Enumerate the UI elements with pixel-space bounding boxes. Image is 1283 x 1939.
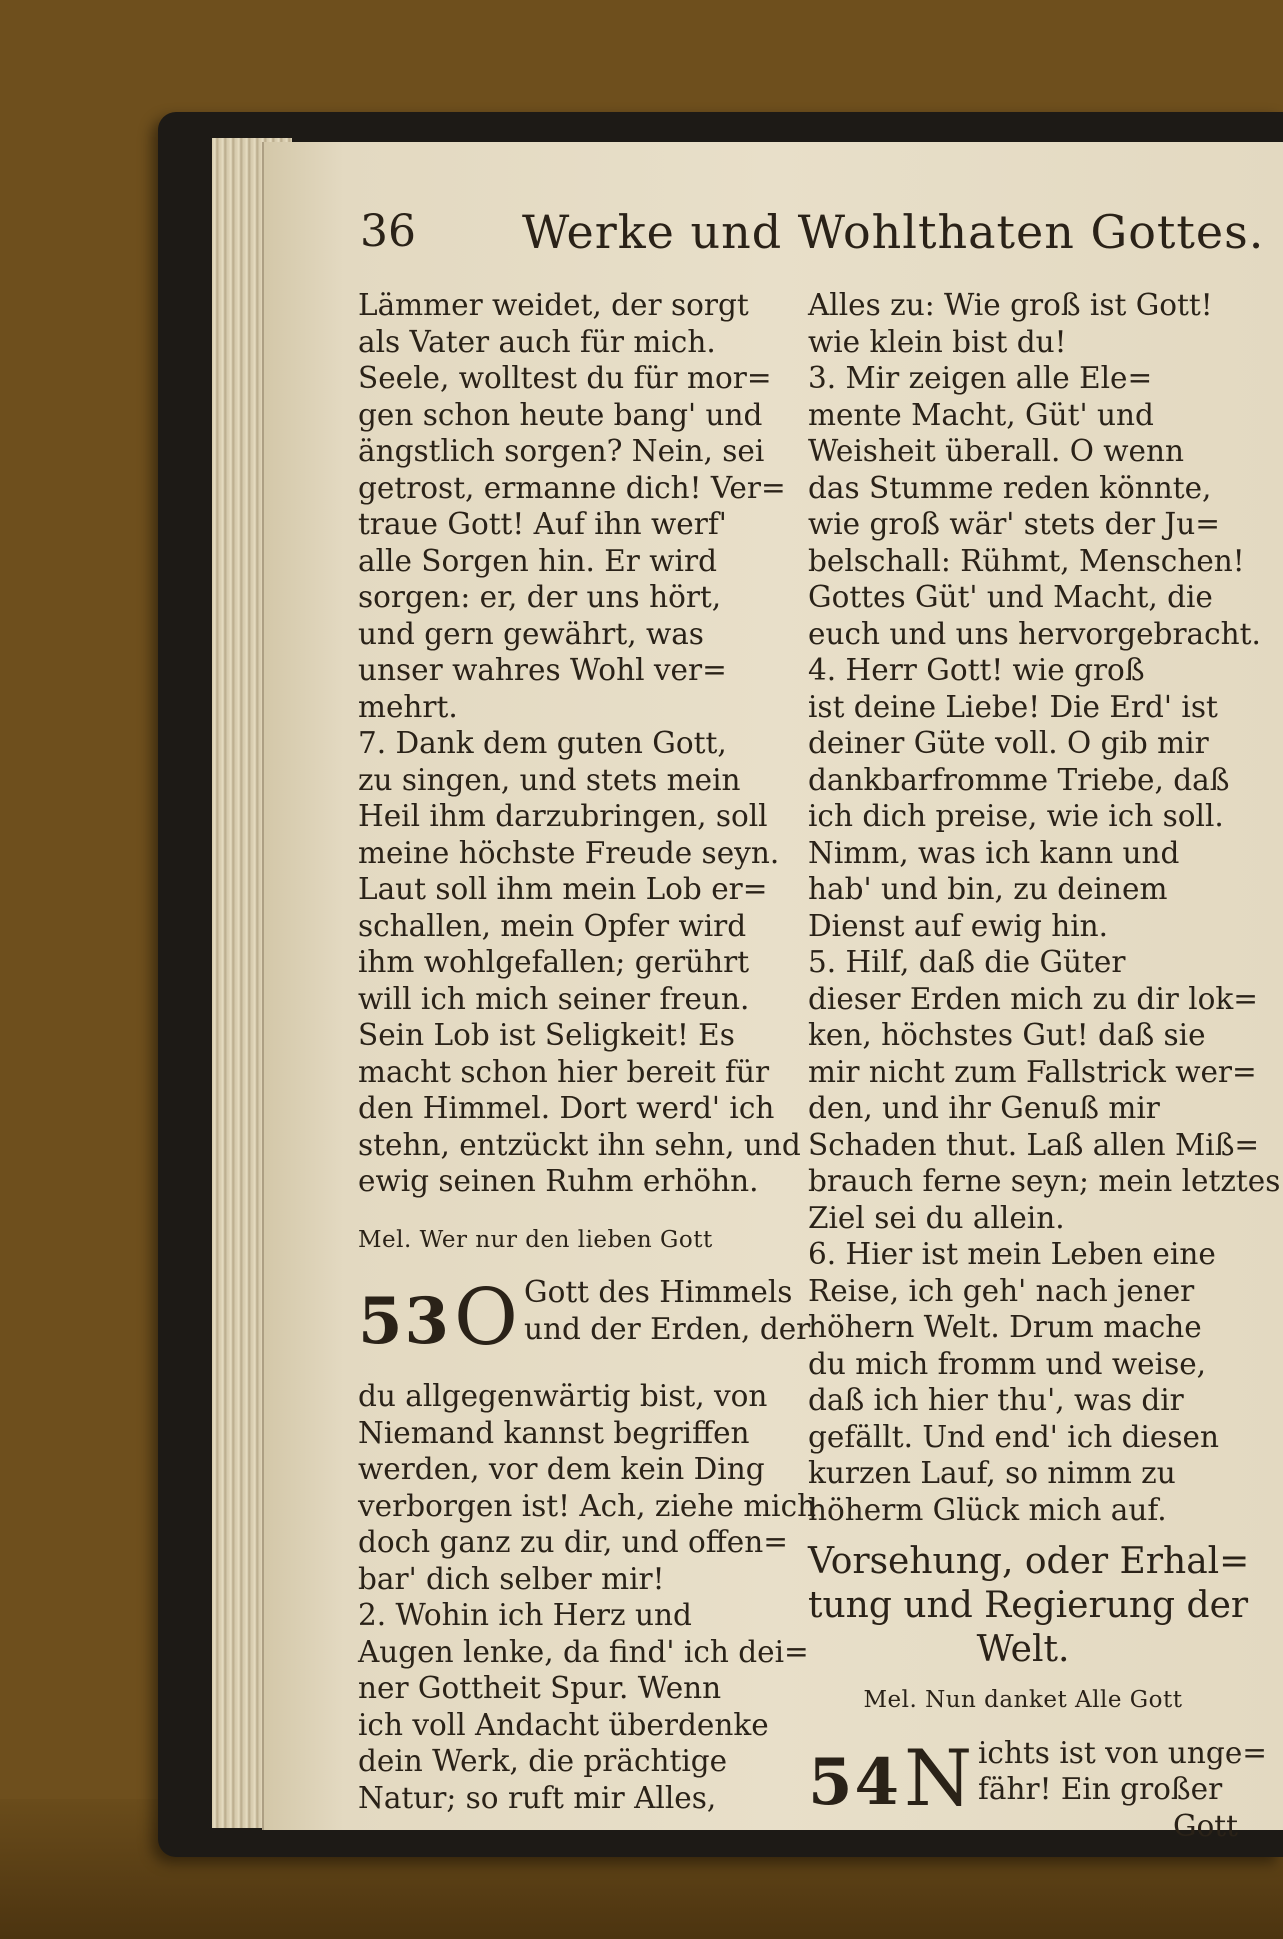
text-line: alle Sorgen hin. Er wird <box>358 543 717 578</box>
text-line: mehrt. <box>358 689 458 724</box>
text-line: werden, vor dem kein Ding <box>358 1452 765 1486</box>
text-line: du mich fromm und weise, <box>808 1346 1207 1381</box>
text-line: Natur; so ruft mir Alles, <box>358 1780 717 1815</box>
hymn-first-line: und der Erden, der <box>524 1311 811 1346</box>
melody-line: Mel. Nun danket Alle Gott <box>863 1687 1183 1713</box>
text-line: 5. Hilf, daß die Güter <box>808 945 1126 979</box>
section-title-line: Vorsehung, oder Erhal= <box>808 1541 1250 1582</box>
text-line: Gottes Güt' und Macht, die <box>808 580 1213 614</box>
running-title: Werke und Wohlthaten Gottes. <box>522 205 1265 259</box>
text-line: Seele, wolltest du für mor= <box>358 361 772 395</box>
text-line: ihm wohlgefallen; gerührt <box>358 945 750 979</box>
text-line: mir nicht zum Fallstrick wer= <box>808 1054 1257 1089</box>
text-line: verborgen ist! Ach, ziehe mich <box>358 1488 817 1523</box>
hymn-first-lines <box>978 1735 1267 1845</box>
text-line: dein Werk, die prächtige <box>358 1744 728 1778</box>
text-line: ängstlich sorgen? Nein, sei <box>358 434 765 468</box>
text-line: Reise, ich geh' nach jener <box>808 1273 1195 1308</box>
text-line: Sein Lob ist Seligkeit! Es <box>358 1018 735 1052</box>
book-page <box>262 142 1283 1843</box>
page-number: 36 <box>360 206 416 257</box>
text-line: Dienst auf ewig hin. <box>808 908 1109 943</box>
text-line: Ziel sei du allein. <box>808 1200 1065 1235</box>
drop-initial: N <box>904 1733 973 1824</box>
right-column <box>808 287 1281 1843</box>
text-line: zu singen, und stets mein <box>358 762 741 797</box>
text-line: Laut soll ihm mein Lob er= <box>358 872 768 906</box>
text-line: Augen lenke, da find' ich dei= <box>358 1634 809 1669</box>
text-line: den Himmel. Dort werd' ich <box>358 1091 775 1125</box>
text-line: macht schon hier bereit für <box>358 1054 770 1089</box>
text-line: schallen, mein Opfer wird <box>358 908 747 943</box>
text-line: Lämmer weidet, der sorgt <box>358 288 749 322</box>
hymn-heading-54 <box>808 1727 1267 1843</box>
text-line: das Stumme reden könnte, <box>808 470 1212 505</box>
text-line: unser wahres Wohl ver= <box>358 653 727 687</box>
text-line: ewig seinen Ruhm erhöhn. <box>358 1164 759 1198</box>
text-line: belschall: Rühmt, Menschen! <box>808 543 1245 578</box>
text-line: 4. Herr Gott! wie groß <box>808 653 1145 687</box>
text-line: daß ich hier thu', was dir <box>808 1383 1184 1417</box>
left-text-block <box>358 287 801 1200</box>
text-line: mente Macht, Güt' und <box>808 397 1154 432</box>
text-line: ner Gottheit Spur. Wenn <box>358 1671 722 1705</box>
text-line: ich voll Andacht überdenke <box>358 1707 769 1742</box>
text-line: sorgen: er, der uns hört, <box>358 580 722 614</box>
hymn-first-line: Gott <box>1172 1808 1238 1843</box>
text-line: den, und ihr Genuß mir <box>808 1091 1160 1125</box>
gutter <box>262 142 264 1830</box>
text-line: meine höchste Freude seyn. <box>358 835 780 870</box>
text-line: Niemand kannst begriffen <box>358 1415 750 1450</box>
section-title-line: Welt. <box>976 1629 1070 1670</box>
text-line: Heil ihm darzubringen, soll <box>358 799 768 833</box>
text-line: dankbarfromme Triebe, daß <box>808 762 1230 797</box>
hymn-heading-53 <box>358 1266 811 1378</box>
left-text-block <box>358 1378 817 1816</box>
text-line: kurzen Lauf, so nimm zu <box>808 1456 1176 1490</box>
text-line: bar' dich selber mir! <box>358 1561 665 1596</box>
drop-initial: O <box>454 1273 518 1363</box>
text-line: getrost, ermanne dich! Ver= <box>358 470 786 505</box>
section-title-line: tung und Regierung der <box>808 1585 1249 1626</box>
text-line: Weisheit überall. O wenn <box>808 434 1184 468</box>
text-line: 7. Dank dem guten Gott, <box>358 726 727 760</box>
right-text-block <box>808 287 1281 1528</box>
text-line: als Vater auch für mich. <box>358 324 716 359</box>
text-line: will ich mich seiner freun. <box>358 981 750 1016</box>
text-line: höhern Welt. Drum mache <box>808 1310 1202 1344</box>
text-line: ich dich preise, wie ich soll. <box>808 799 1224 833</box>
text-line: 2. Wohin ich Herz und <box>358 1598 692 1632</box>
text-line: wie groß wär' stets der Ju= <box>808 507 1220 541</box>
text-line: deiner Güte voll. O gib mir <box>808 726 1209 760</box>
hymn-number: 54 <box>808 1744 902 1820</box>
text-line: höherm Glück mich auf. <box>808 1492 1167 1527</box>
text-line: Nimm, was ich kann und <box>808 835 1180 870</box>
text-line: ken, höchstes Gut! daß sie <box>808 1018 1206 1052</box>
text-line: doch ganz zu dir, und offen= <box>358 1525 788 1559</box>
text-line: hab' und bin, zu deinem <box>808 872 1168 906</box>
text-line: wie klein bist du! <box>808 324 1067 359</box>
left-column <box>358 287 817 1816</box>
text-line: dieser Erden mich zu dir lok= <box>808 981 1259 1016</box>
text-line: euch und uns hervorgebracht. <box>808 616 1261 651</box>
text-line: traue Gott! Auf ihn werf' <box>358 507 727 541</box>
section-title <box>808 1540 1250 1672</box>
running-head <box>262 202 1283 272</box>
hymn-first-line: ichts ist von unge= <box>978 1735 1267 1770</box>
melody-line: Mel. Wer nur den lieben Gott <box>358 1226 713 1253</box>
text-line: ist deine Liebe! Die Erd' ist <box>808 689 1218 724</box>
hymn-number: 53 <box>358 1284 452 1359</box>
hymn-first-line: fähr! Ein großer <box>978 1772 1223 1806</box>
text-line: Alles zu: Wie groß ist Gott! <box>808 288 1213 322</box>
text-line: stehn, entzückt ihn sehn, und <box>358 1127 801 1162</box>
text-line: du allgegenwärtig bist, von <box>358 1379 768 1413</box>
text-line: gefällt. Und end' ich diesen <box>808 1419 1219 1454</box>
hymn-first-lines <box>524 1274 811 1347</box>
text-line: 3. Mir zeigen alle Ele= <box>808 361 1153 395</box>
text-line: und gern gewährt, was <box>358 616 704 651</box>
text-line: 6. Hier ist mein Leben eine <box>808 1237 1216 1271</box>
hymn-first-line: Gott des Himmels <box>524 1275 793 1309</box>
text-line: brauch ferne seyn; mein letztes <box>808 1164 1281 1198</box>
text-line: Schaden thut. Laß allen Miß= <box>808 1127 1260 1162</box>
text-line: gen schon heute bang' und <box>358 397 763 432</box>
